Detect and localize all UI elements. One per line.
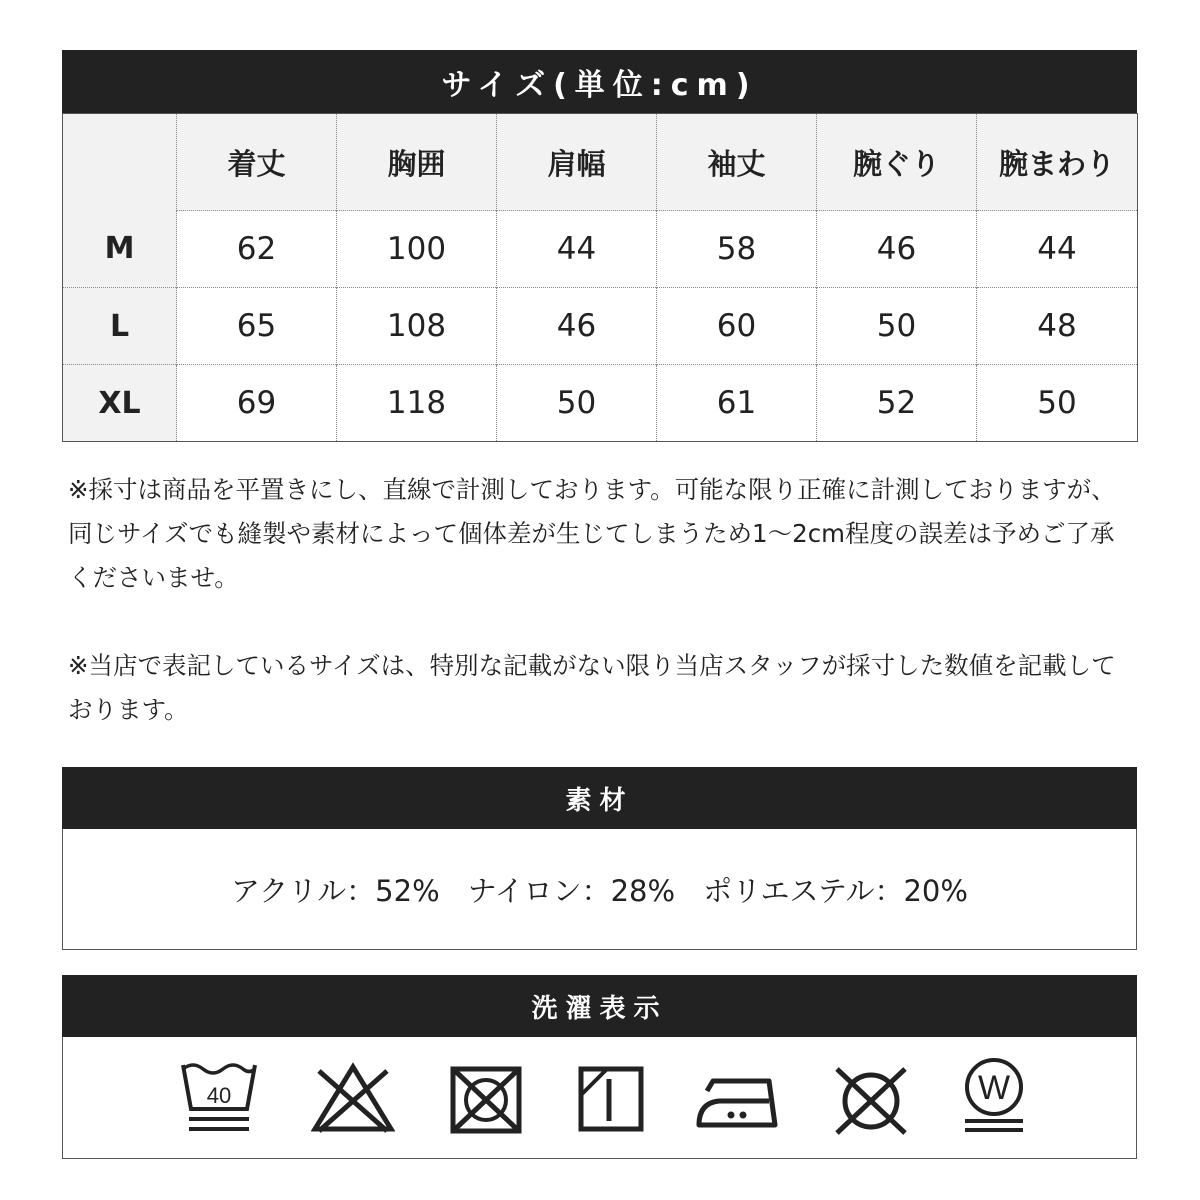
table-cell: 44 bbox=[497, 211, 657, 288]
drip-line-dry-shade-icon bbox=[577, 1065, 647, 1135]
size-section-title: サイズ(単位:cm) bbox=[441, 67, 758, 103]
material-acrylic: アクリル：52% bbox=[231, 873, 440, 908]
care-label-panel bbox=[62, 1037, 1137, 1159]
column-header-sleeve: 袖丈 bbox=[657, 114, 817, 211]
size-label-m: M bbox=[63, 211, 177, 288]
care-section-title: 洗濯表示 bbox=[531, 993, 668, 1024]
table-cell: 44 bbox=[977, 211, 1138, 288]
table-cell: 108 bbox=[337, 288, 497, 365]
table-cell: 58 bbox=[657, 211, 817, 288]
size-table-header-row bbox=[63, 114, 1138, 211]
wet-clean-letter: W bbox=[977, 1069, 1011, 1107]
material-panel bbox=[62, 829, 1137, 950]
material-polyester: ポリエステル：20% bbox=[703, 873, 968, 908]
size-section-header bbox=[62, 50, 1137, 113]
material-nylon: ナイロン：28% bbox=[467, 873, 676, 908]
column-header-arm-circumference: 腕まわり bbox=[977, 114, 1138, 211]
material-section-title: 素材 bbox=[565, 785, 634, 816]
table-row bbox=[63, 365, 1138, 442]
column-header-chest: 胸囲 bbox=[337, 114, 497, 211]
iron-medium-icon bbox=[693, 1075, 781, 1131]
table-cell: 62 bbox=[177, 211, 337, 288]
table-cell: 65 bbox=[177, 288, 337, 365]
size-table bbox=[62, 113, 1138, 442]
table-cell: 61 bbox=[657, 365, 817, 442]
column-header-length: 着丈 bbox=[177, 114, 337, 211]
measurement-note: ※採寸は商品を平置きにし、直線で計測しております。可能な限り正確に計測しておりますが、同じサイズでも縫製や素材によって個体差が生じてしまうため1～2cm程度の誤差は予めご了承くださいませ。 bbox=[68, 475, 1116, 592]
column-header-armhole: 腕ぐり bbox=[817, 114, 977, 211]
wash-temp-label: 40 bbox=[206, 1083, 232, 1108]
table-cell: 60 bbox=[657, 288, 817, 365]
table-row bbox=[63, 211, 1138, 288]
table-cell: 50 bbox=[977, 365, 1138, 442]
size-label-xl: XL bbox=[63, 365, 177, 442]
size-label-l: L bbox=[63, 288, 177, 365]
table-cell: 46 bbox=[817, 211, 977, 288]
table-row bbox=[63, 288, 1138, 365]
wash-40-gentle-icon bbox=[179, 1059, 259, 1135]
no-bleach-icon bbox=[311, 1061, 395, 1135]
table-cell: 50 bbox=[497, 365, 657, 442]
table-cell: 100 bbox=[337, 211, 497, 288]
table-cell: 118 bbox=[337, 365, 497, 442]
table-cell: 48 bbox=[977, 288, 1138, 365]
no-tumble-dry-icon bbox=[449, 1065, 525, 1135]
no-dry-clean-icon bbox=[831, 1063, 911, 1139]
table-cell: 52 bbox=[817, 365, 977, 442]
material-section-header bbox=[62, 767, 1137, 829]
column-header-shoulder: 肩幅 bbox=[497, 114, 657, 211]
size-notation-note: ※当店で表記しているサイズは、特別な記載がない限り当店スタッフが採寸した数値を記載しております。 bbox=[68, 651, 1116, 724]
size-table-corner-cell bbox=[63, 114, 177, 211]
table-cell: 46 bbox=[497, 288, 657, 365]
care-section-header bbox=[62, 975, 1137, 1037]
table-cell: 69 bbox=[177, 365, 337, 442]
wet-clean-gentle-icon bbox=[959, 1055, 1029, 1135]
table-cell: 50 bbox=[817, 288, 977, 365]
